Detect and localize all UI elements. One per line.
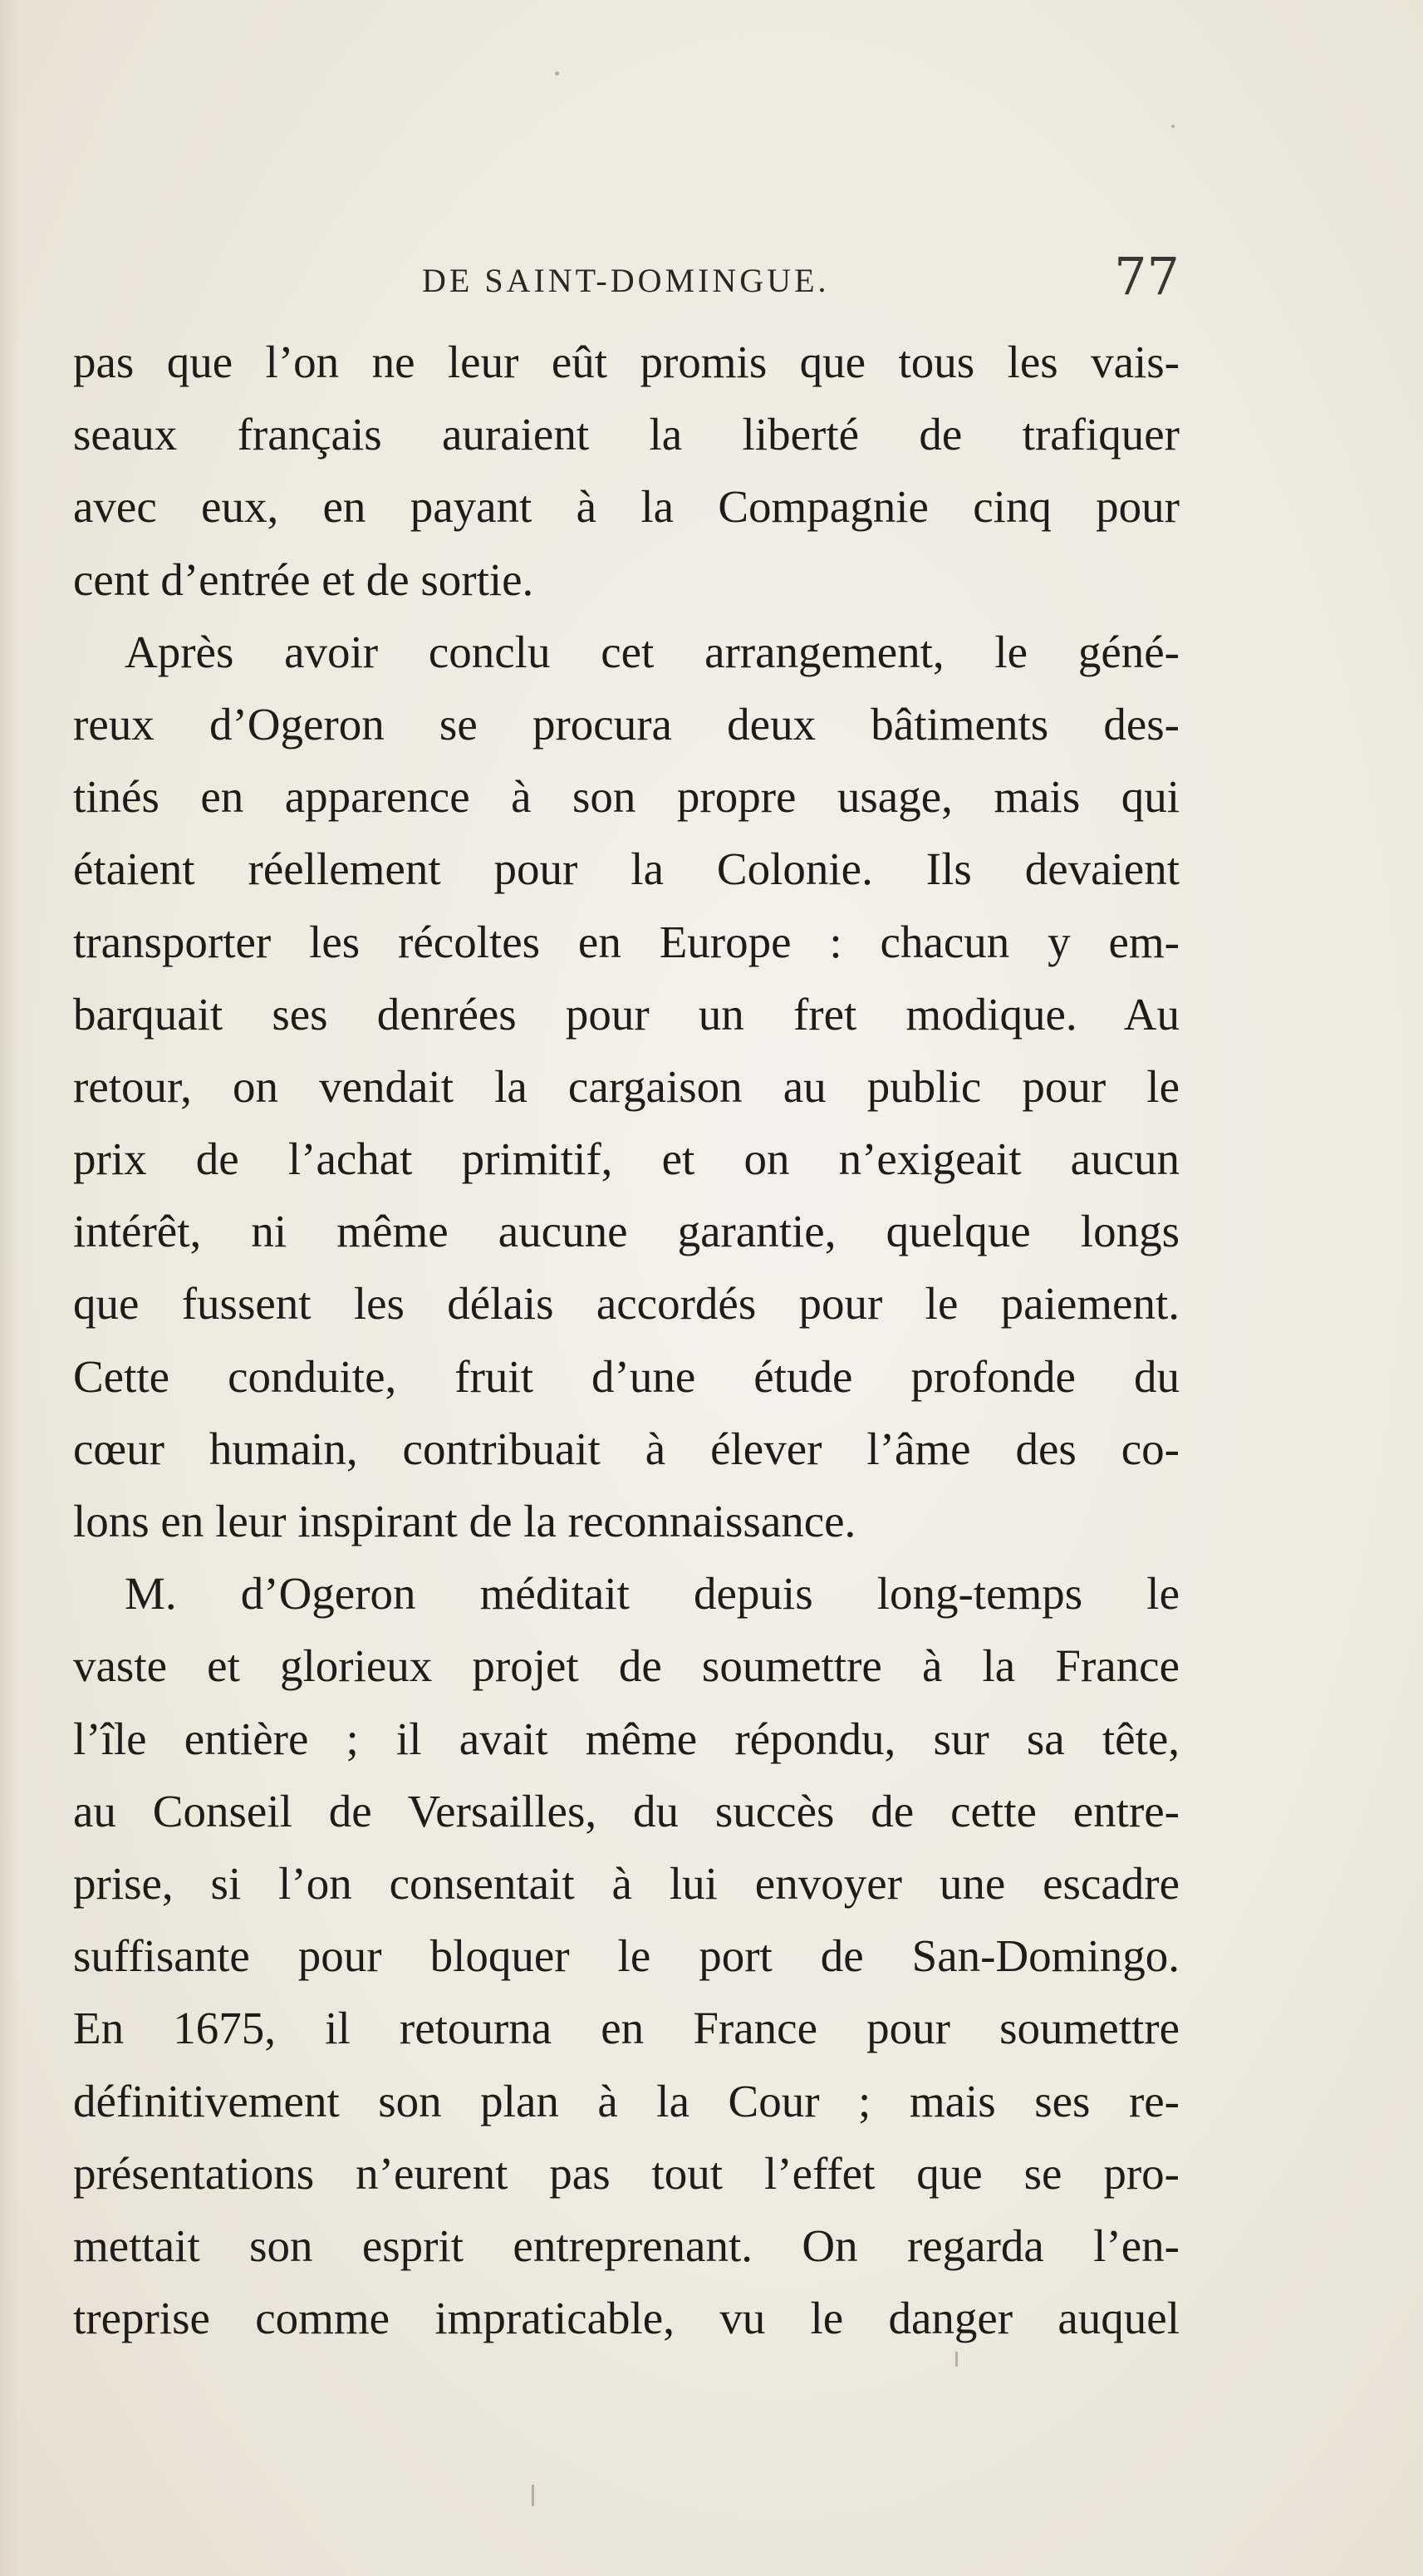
text-line: transporter les récoltes en Europe : chacun y em- <box>73 916 1180 967</box>
text-line: étaient réellement pour la Colonie. Ils devaient <box>73 843 1180 895</box>
text-line: intérêt, ni même aucune garantie, quelque longs <box>73 1206 1180 1257</box>
paper-speck <box>1171 125 1175 128</box>
page-edge-shadow <box>0 0 18 2576</box>
text-line: Après avoir conclu cet arrangement, le géné- <box>125 626 1180 677</box>
text-line: que fussent les délais accordés pour le paiement. <box>73 1278 1180 1330</box>
text-line: prise, si l’on consentait à lui envoyer une escadre <box>73 1857 1180 1909</box>
text-line: tinés en apparence à son propre usage, mais qui <box>73 771 1180 823</box>
paper-speck <box>955 2352 958 2367</box>
text-line: suffisante pour bloquer le port de San-Domingo. <box>73 1930 1180 1982</box>
text-line: M. d’Ogeron méditait depuis long-temps le <box>125 1568 1180 1620</box>
text-line: barquait ses denrées pour un fret modique. Au <box>73 988 1180 1040</box>
text-line: pas que l’on ne leur eût promis que tous les vais- <box>73 337 1180 387</box>
text-line: prix de l’achat primitif, et on n’exigeait aucun <box>73 1133 1180 1185</box>
page-header <box>73 246 1180 321</box>
text-line: définitivement son plan à la Cour ; mais ses re- <box>73 2075 1180 2126</box>
text-line: retour, on vendait la cargaison au public pour le <box>73 1060 1180 1112</box>
paper-speck <box>532 2485 534 2506</box>
text-line: avec eux, en payant à la Compagnie cinq pour <box>73 481 1180 533</box>
text-line: l’île entière ; il avait même répondu, sur sa tête, <box>73 1713 1180 1764</box>
running-head: DE SAINT-DOMINGUE. <box>422 262 830 299</box>
text-line: vaste et glorieux projet de soumettre à la France <box>73 1640 1180 1692</box>
text-line: au Conseil de Versailles, du succès de cette entre- <box>73 1785 1180 1836</box>
text-line: lons en leur inspirant de la reconnaissance. <box>73 1496 856 1546</box>
text-line: treprise comme impraticable, vu le danger auquel <box>73 2293 1180 2344</box>
text-line: reux d’Ogeron se procura deux bâtiments des- <box>73 698 1180 750</box>
text-line: présentations n’eurent pas tout l’effet que se pro- <box>73 2147 1180 2199</box>
text-line: cent d’entrée et de sortie. <box>73 553 534 605</box>
page-number: 77 <box>1114 246 1180 307</box>
text-line: Cette conduite, fruit d’une étude profonde du <box>73 1350 1180 1402</box>
text-line: En 1675, il retourna en France pour soumettre <box>73 2003 1180 2054</box>
text-line: cœur humain, contribuait à élever l’âme des co- <box>73 1423 1180 1474</box>
text-line: seaux français auraient la liberté de trafiquer <box>73 409 1180 460</box>
body-text <box>73 326 1180 2354</box>
text-line: mettait son esprit entreprenant. On regarda l’en- <box>73 2220 1180 2271</box>
paper-speck <box>555 71 559 76</box>
